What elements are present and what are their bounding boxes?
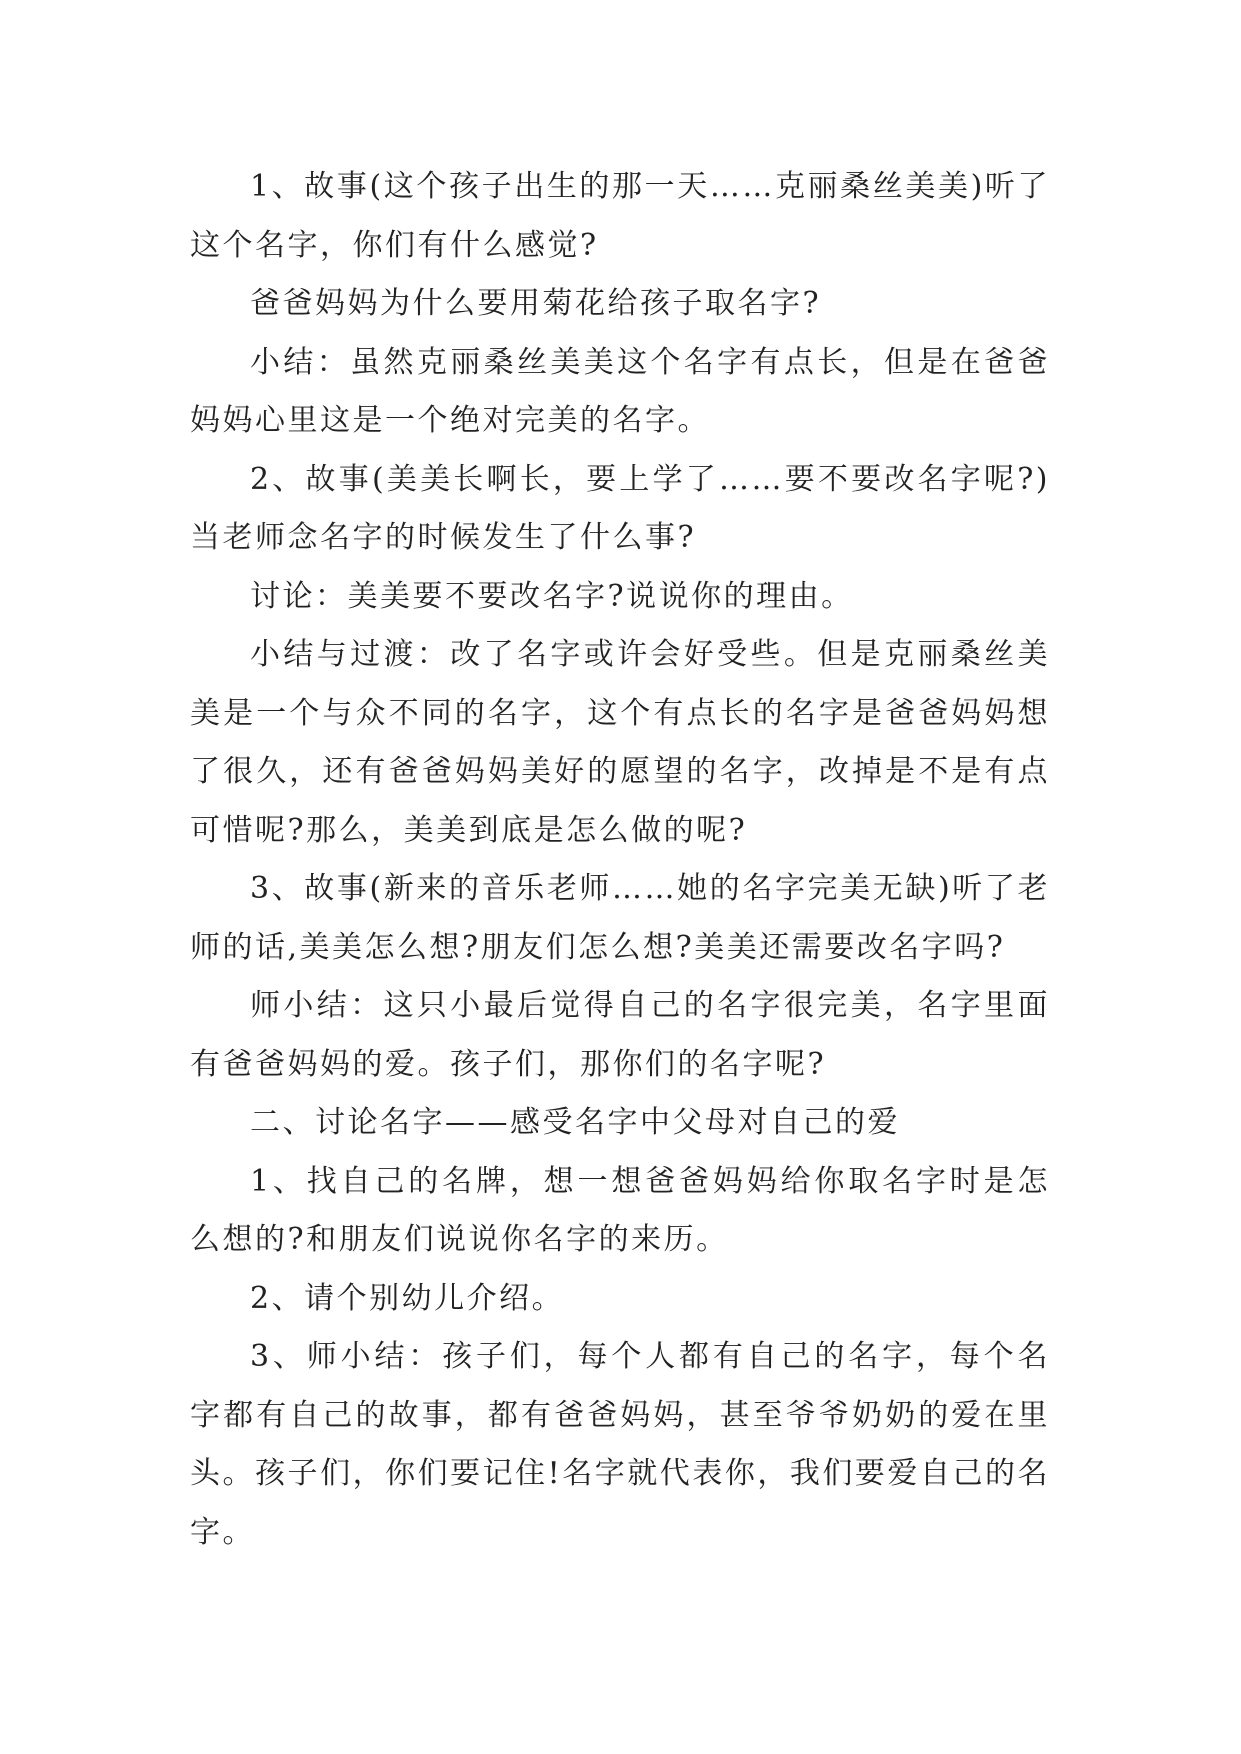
paragraph-story-2: 2、故事(美美长啊长，要上学了……要不要改名字呢?)当老师念名字的时候发生了什么事? [190, 461, 1050, 555]
paragraph-final-summary: 3、师小结：孩子们，每个人都有自己的名字，每个名字都有自己的故事，都有爸爸妈妈，甚至爷爷奶奶的爱在里头。孩子们，你们要记住!名字就代表你，我们要爱自己的名字。 [190, 1339, 1050, 1550]
document-body [190, 158, 1050, 1562]
paragraph-individual-intro: 2、请个别幼儿介绍。 [250, 1280, 565, 1316]
paragraph-discussion: 讨论：美美要不要改名字?说说你的理由。 [250, 578, 854, 614]
paragraph-question-chrysanthemum: 爸爸妈妈为什么要用菊花给孩子取名字? [250, 286, 822, 321]
paragraph-teacher-summary: 师小结：这只小最后觉得自己的名字很完美，名字里面有爸爸妈妈的爱。孩子们，那你们的名字呢? [190, 988, 1050, 1082]
paragraph-summary-transition: 小结与过渡：改了名字或许会好受些。但是克丽桑丝美美是一个与众不同的名字，这个有点长的名字是爸爸妈妈想了很久，还有爸爸妈妈美好的愿望的名字，改掉是不是有点可惜呢?那么，美美到底是怎么做的呢? [190, 637, 1050, 848]
paragraph-story-3: 3、故事(新来的音乐老师……她的名字完美无缺)听了老师的话,美美怎么想?朋友们怎么想?美美还需要改名字吗? [190, 871, 1050, 965]
section-heading-discuss-names: 二、讨论名字——感受名字中父母对自己的爱 [250, 1105, 900, 1140]
paragraph-summary-1: 小结：虽然克丽桑丝美美这个名字有点长，但是在爸爸妈妈心里这是一个绝对完美的名字。 [190, 344, 1050, 438]
paragraph-story-1: 1、故事(这个孩子出生的那一天……克丽桑丝美美)听了这个名字，你们有什么感觉? [190, 169, 1050, 263]
paragraph-find-nameplate: 1、找自己的名牌，想一想爸爸妈妈给你取名字时是怎么想的?和朋友们说说你名字的来历。 [190, 1163, 1050, 1257]
